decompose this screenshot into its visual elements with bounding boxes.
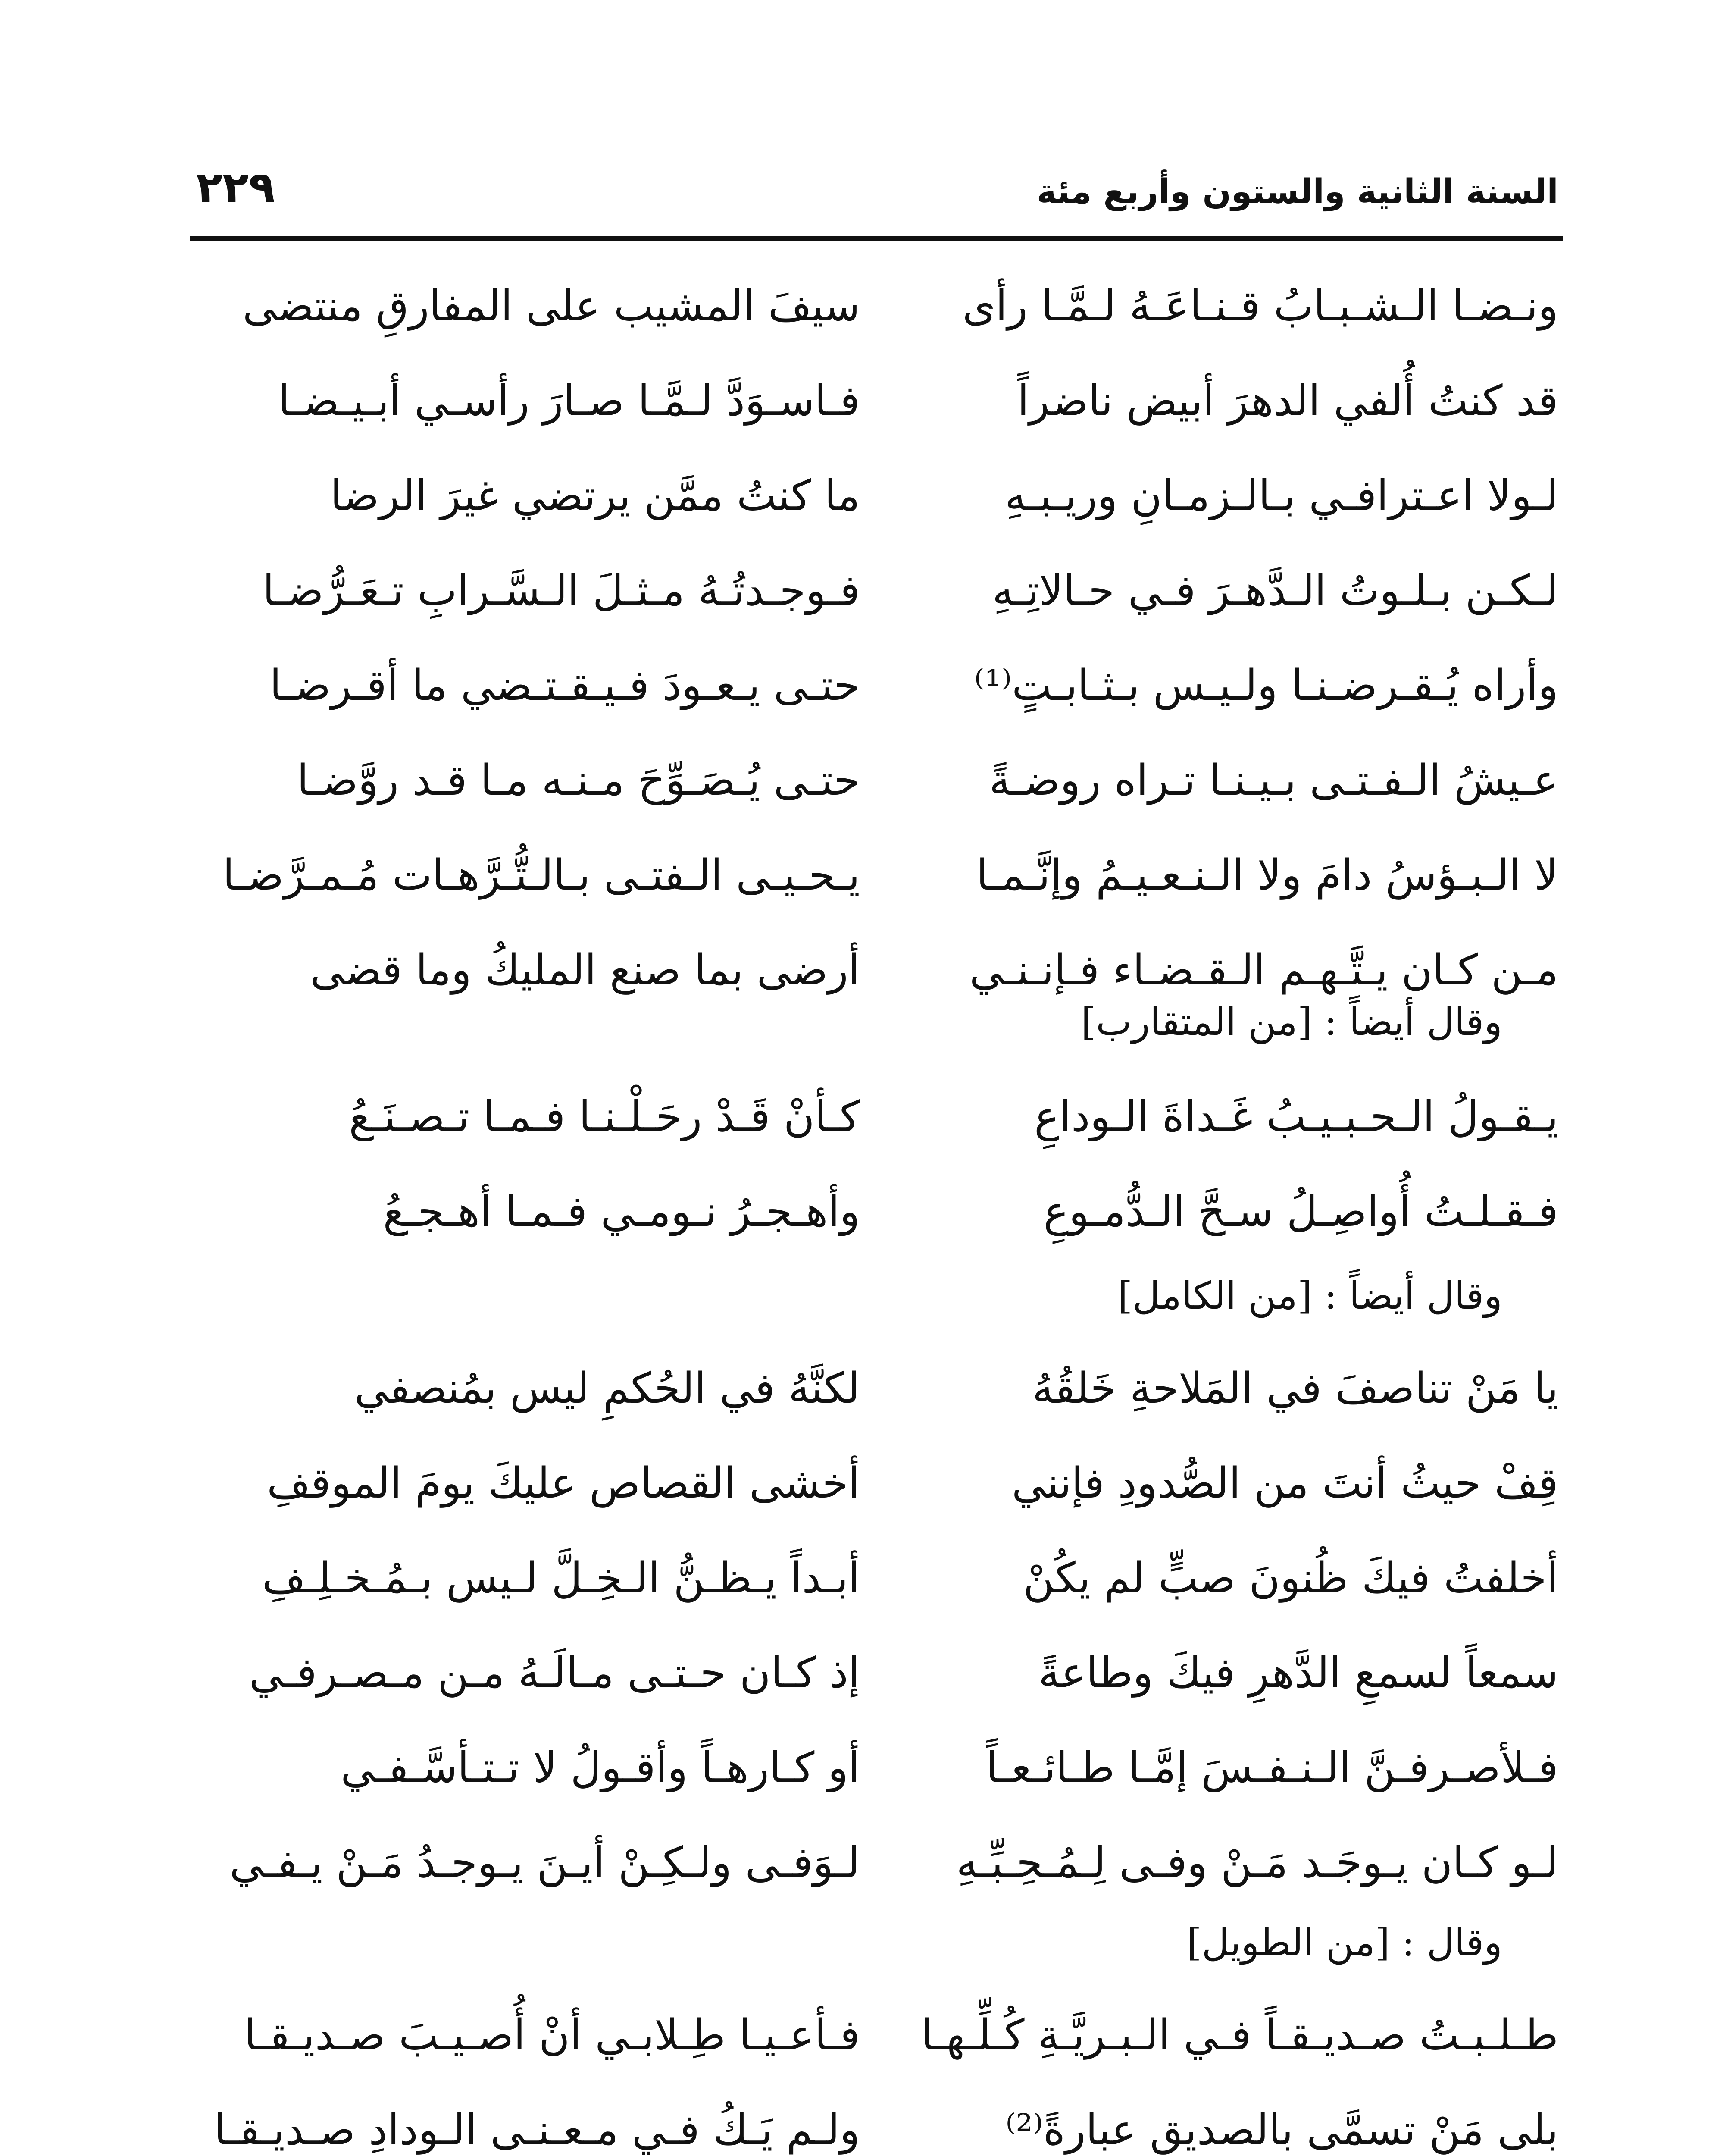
verse-first-hemistich: لـو كـان يـوجَـد مَـنْ وفـى لِـمُـحِـبِّـهِ [956,1838,1558,1887]
verse-first-hemistich: يـقـولُ الـحـبـيـبُ غَـداةَ الـوداعِ [1034,1092,1558,1141]
verse-second-hemistich: يـحـيـى الـفتـى بـالـتُّـرَّهـات مُـمـرَّضـا [222,851,860,900]
verse-first-hemistich: لـولا اعـترافـي بـالـزمـانِ وريـبـهِ [1004,471,1558,520]
poem-intro: وقال أيضاً : [من الكامل] [1117,1273,1502,1318]
verse-first-hemistich: لا الـبـؤسُ دامَ ولا الـنـعـيـمُ وإنَّـمـا [976,851,1558,900]
verse-second-hemistich: سيفَ المشيب على المفارقِ منتضى [242,282,860,331]
verse-second-hemistich: إذ كـان حـتـى مـالَـهُ مـن مـصـرفـي [249,1648,860,1698]
verse-first-hemistich: بلى مَنْ تسمَّى بالصديقِ عبارةً⁽²⁾ [1005,2106,1558,2155]
verse-second-hemistich: ما كنتُ ممَّن يرتضي غيرَ الرضا [330,471,860,520]
verse-first-hemistich: أخلفتُ فيكَ ظُنونَ صبٍّ لم يكُنْ [1023,1554,1558,1603]
verse-second-hemistich: وأهـجـرُ نـومـي فـمـا أهـجـعُ [383,1187,860,1236]
verse-second-hemistich: أخشى القصاص عليكَ يومَ الموقفِ [267,1459,860,1508]
verse-second-hemistich: كـأنْ قَـدْ رحَـلْـنـا فـمـا تـصـنَـعُ [349,1092,860,1141]
verse-first-hemistich: طـلـبـتُ صـديـقـاً فـي الـبـريَّـةِ كُـلِّـهـا [921,2011,1558,2060]
poem-intro: وقال : [من الطويل] [1187,1920,1502,1965]
page-number: ٢٢٩ [196,162,275,213]
verse-second-hemistich: حتـى يـعـودَ فـيـقـتـضي ما أقـرضـا [269,661,860,710]
verse-first-hemistich: ونـضـا الـشـبـابُ قـنـاعَـهُ لـمَّـا رأى [962,282,1558,331]
verse-first-hemistich: لـكـن بـلـوتُ الـدَّهـرَ فـي حـالاتِـهِ [992,566,1558,615]
verse-first-hemistich: قِفْ حيثُ أنتَ من الصُّدودِ فإنني [1012,1459,1558,1508]
verse-second-hemistich: فـاسـوَدَّ لـمَّـا صـارَ رأسـي أبـيـضـا [278,376,860,426]
poem-intro: وقال أيضاً : [من المتقارب] [1081,1000,1502,1044]
verse-second-hemistich: فـأعـيـا طِـلابـي أنْ أُصـيـبَ صـديـقـا [244,2011,860,2060]
verse-second-hemistich: ولـم يَـكُ فـي مـعـنـى الـودادِ صـديـقـا [214,2106,860,2155]
verse-second-hemistich: أو كـارهـاً وأقـولُ لا تـتـأسَّـفـي [341,1743,860,1792]
verse-first-hemistich: سمعاً لسمعِ الدَّهرِ فيكَ وطاعةً [1038,1648,1558,1698]
verse-first-hemistich: مـن كـان يـتَّـهـم الـقـضـاء فـإنـنـي [969,946,1558,995]
verse-second-hemistich: أرضى بما صنع المليكُ وما قضى [310,946,860,995]
verse-second-hemistich: أبـداً يـظـنُّ الـخِـلَّ لـيس بـمُـخـلِـفِ [262,1554,860,1603]
verse-first-hemistich: قد كنتُ أُلفي الدهرَ أبيض ناضراً [1017,376,1558,426]
verse-second-hemistich: فـوجـدتُـهُ مـثـلَ الـسَّـرابِ تـعَـرُّضـا [263,566,860,615]
verse-first-hemistich: فـقـلـتُ أُواصِـلُ سـحَّ الـدُّمـوعِ [1043,1187,1558,1236]
verse-first-hemistich: يا مَنْ تناصفَ في المَلاحةِ خَلقُهُ [1032,1364,1558,1413]
verse-first-hemistich: عـيشُ الـفـتـى بـيـنـا تـراه روضـةً [989,756,1558,805]
verse-second-hemistich: لكنَّهُ في الحُكمِ ليس بمُنصفي [354,1364,860,1413]
header-rule [190,236,1563,241]
verse-first-hemistich: فـلأصـرفـنَّ الـنـفـسَ إمَّـا طـائـعـاً [986,1743,1558,1792]
verse-second-hemistich: حتـى يُـصَـوِّحَ مـنـه مـا قـد روَّضـا [297,756,860,805]
verse-first-hemistich: وأراه يُـقـرضـنـا ولـيـس بـثـابـتٍ⁽¹⁾ [974,661,1558,710]
running-header-title: السنة الثانية والستون وأربع مئة [1036,172,1558,211]
verse-second-hemistich: لـوَفـى ولـكِـنْ أيـنَ يـوجـدُ مَـنْ يـفـي [229,1838,860,1887]
